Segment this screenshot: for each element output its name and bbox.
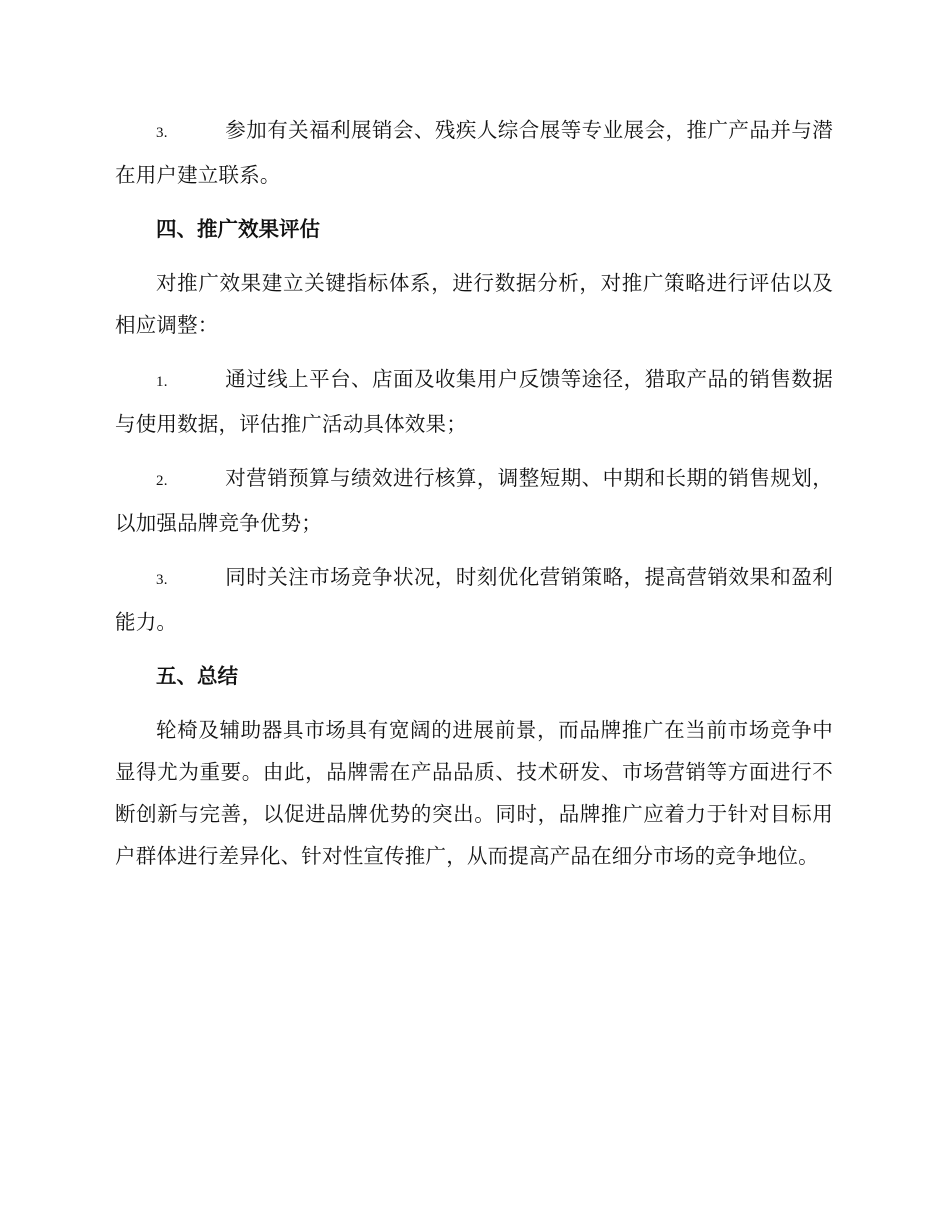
section-heading: 四、推广效果评估 xyxy=(156,217,320,241)
list-text: 同时关注市场竞争状况，时刻优化营销策略，提高营销效果和盈利能力。 xyxy=(115,565,833,634)
list-item xyxy=(115,457,833,544)
list-item xyxy=(115,358,833,445)
list-number: 1. xyxy=(156,374,168,390)
list-item xyxy=(115,556,833,643)
section-heading: 五、总结 xyxy=(156,664,238,688)
list-item xyxy=(115,109,833,196)
list-number: 3. xyxy=(156,125,168,141)
list-number: 3. xyxy=(156,572,168,588)
list-text: 通过线上平台、店面及收集用户反馈等途径，猎取产品的销售数据与使用数据，评估推广活动具体效果； xyxy=(115,367,833,436)
document-content xyxy=(115,109,833,889)
paragraph: 对推广效果建立关键指标体系，进行数据分析，对推广策略进行评估以及相应调整： xyxy=(115,271,833,337)
list-text: 参加有关福利展销会、残疾人综合展等专业展会，推广产品并与潜在用户建立联系。 xyxy=(115,118,833,187)
list-text: 对营销预算与绩效进行核算，调整短期、中期和长期的销售规划，以加强品牌竞争优势； xyxy=(115,466,833,535)
list-number: 2. xyxy=(156,473,168,489)
paragraph: 轮椅及辅助器具市场具有宽阔的进展前景，而品牌推广在当前市场竞争中显得尤为重要。由此，品牌需在产品品质、技术研发、市场营销等方面进行不断创新与完善，以促进品牌优势的突出。同时，品牌推广应着力于针对目标用户群体进行差异化、针对性宣传推广，从而提高产品在细分市场的竞争地位。 xyxy=(115,718,833,868)
